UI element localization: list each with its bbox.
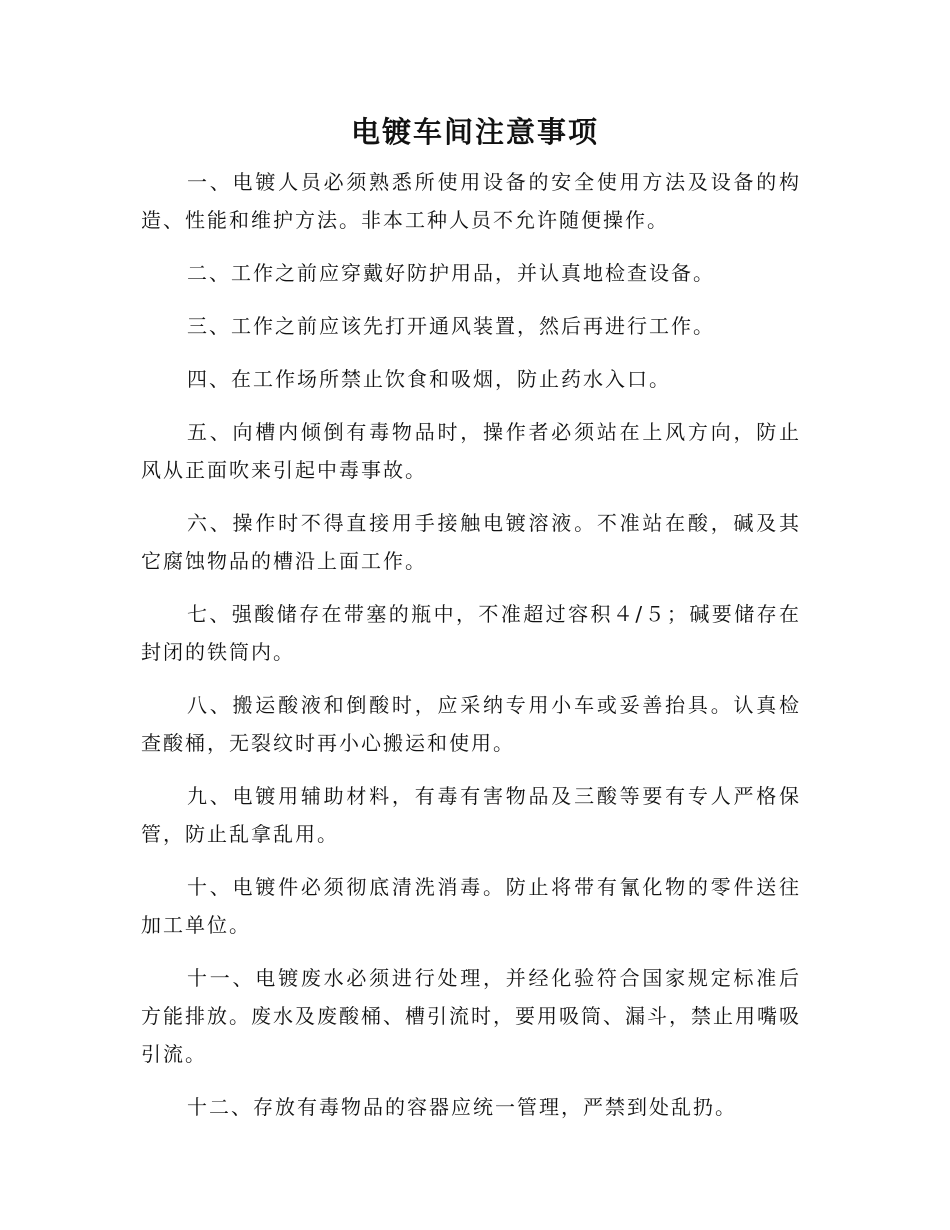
paragraph-9: 九、电镀用辅助材料，有毒有害物品及三酸等要有专人严格保管，防止乱拿乱用。 — [141, 784, 801, 846]
document-body — [141, 163, 801, 1141]
paragraph-1: 一、电镀人员必须熟悉所使用设备的安全使用方法及设备的构造、性能和维护方法。非本工种人员不允许随便操作。 — [141, 170, 801, 232]
paragraph-12: 十二、存放有毒物品的容器应统一管理，严禁到处乱扔。 — [187, 1095, 737, 1119]
paragraph-2: 二、工作之前应穿戴好防护用品，并认真地检查设备。 — [187, 261, 715, 285]
paragraph-4: 四、在工作场所禁止饮食和吸烟，防止药水入口。 — [187, 367, 671, 391]
paragraph-5: 五、向槽内倾倒有毒物品时，操作者必须站在上风方向，防止风从正面吹来引起中毒事故。 — [141, 420, 801, 482]
document-title: 电镀车间注意事项 — [350, 115, 599, 149]
paragraph-6: 六、操作时不得直接用手接触电镀溶液。不准站在酸，碱及其它腐蚀物品的槽沿上面工作。 — [141, 511, 801, 573]
paragraph-7: 七、强酸储存在带塞的瓶中，不准超过容积４/５；碱要储存在封闭的铁筒内。 — [141, 602, 801, 664]
paragraph-10: 十、电镀件必须彻底清洗消毒。防止将带有氰化物的零件送往加工单位。 — [141, 875, 801, 937]
paragraph-3: 三、工作之前应该先打开通风装置，然后再进行工作。 — [187, 314, 715, 338]
paragraph-11: 十一、电镀废水必须进行处理，并经化验符合国家规定标准后方能排放。废水及废酸桶、槽引流时，要用吸筒、漏斗，禁止用嘴吸引流。 — [141, 966, 801, 1066]
paragraph-8: 八、搬运酸液和倒酸时，应采纳专用小车或妥善抬具。认真检查酸桶，无裂纹时再小心搬运和使用。 — [141, 693, 801, 755]
